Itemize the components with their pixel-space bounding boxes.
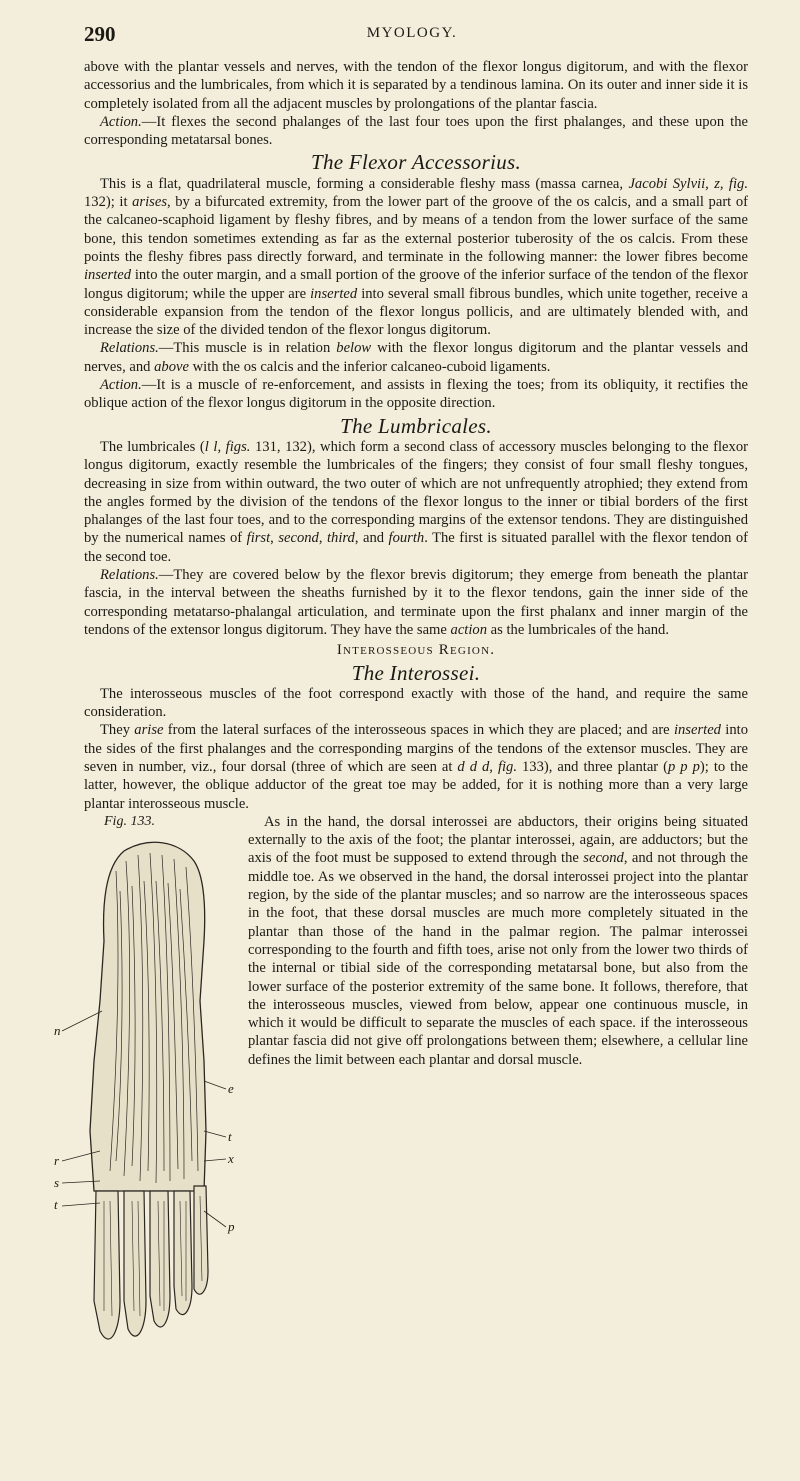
- label-r: r: [54, 1152, 60, 1168]
- paragraph-action: Action.—It is a muscle of re-enforcement, and assists in flexing the toes; from its obliquity, it rectifies the oblique action of the flexor longus digitorum in the opposite direction.: [84, 377, 748, 412]
- paragraph: As in the hand, the dorsal interossei are abductors, their origins being situated externally to the axis of the foot; the plantar interossei, again, are adductors; but the axis of the foot must be supposed to extend through the second, and not through the middle toe. As we observed in the hand, the dorsal interossei project into the plantar region, by the side of the plantar muscles; and so narrow are the interosseous spaces in the foot, that these dorsal muscles are much more completely situated in the plantar than those of the hand in the palmar region. The palmar interossei corresponding to the fourth and fifth toes, arise not only from the lower two thirds of the internal or tibial side of the corresponding metatarsal bone, but also from the lower surface of the posterior extremity of the same bone. It follows, therefore, that the interosseous muscles, viewed from below, appear one continuous muscle, in which it would be difficult to separate the muscles of each space. if the interosseous plantar fascia did not give off prolongations between them; elsewhere, a cellular line defines the limit between each plantar and dorsal muscle.: [248, 813, 748, 1068]
- paragraph: The lumbricales (l l, figs. 131, 132), which form a second class of accessory muscles belonging to the flexor longus digitorum, exactly resemble the lumbricales of the fingers; they consist of four small fleshy tongues, decreasing in size from within outward, the two outer of which are not unfrequently atrophied; they extend from the angles formed by the division of the tendons of the flexor longus to the inner or tibial borders of the first phalanges of the last four toes, and to the corresponding margins of the extensor tendons. They are distinguished by the numerical names of first, second, third, and fourth. The first is situated parallel with the flexor tendon of the second toe.: [84, 438, 749, 565]
- paragraph: This is a flat, quadrilateral muscle, forming a considerable fleshy mass (massa carnea, Jacobi Sylvii, z, fig. 132); it arises, by a bifurcated extremity, from the lower part of the groove of the os calcis, and a small part of the calcaneo-scaphoid ligament by fleshy fibres, and by means of a tendon from the lower surface of the same bone, this tendon sometimes extending as far as the external posterior tuberosity of the os calcis. From these points the fleshy fibres pass directly forward, and terminate in the following manner: the lower fibres become inserted into the outer margin, and a small portion of the groove of the inferior surface of the tendon of the flexor longus digitorum; while the upper are inserted into several small fibrous bundles, which unite together, receive a considerable expansion from the tendon of the flexor longus pollicis, and are ultimately blended with, and increase the size of the divided tendon of the flexor longus digitorum.: [84, 175, 748, 339]
- paragraph-relations: Relations.—This muscle is in relation below with the flexor longus digitorum and the plantar vessels and nerves, and above with the os calcis and the inferior calcaneo-cuboid ligaments.: [84, 340, 749, 375]
- paragraph: They arise from the lateral surfaces of the interosseous spaces in which they are placed; and are inserted into the sides of the first phalanges and the corresponding margins of the tendons of the extensor muscles. They are seven in number, viz., four dorsal (three of which are seen at d d d, fig. 133), and three plantar (p p p); to the latter, however, the oblique adductor of the great toe may be added, for it is nothing more than a very large plantar interosseous muscle.: [84, 722, 748, 812]
- label-n: n: [54, 1022, 61, 1038]
- foot-interossei-illustration: [54, 831, 240, 1431]
- figure-133: [54, 813, 240, 1481]
- label-t2: t: [54, 1196, 58, 1212]
- label-p: p: [228, 1218, 235, 1234]
- paragraph: The interosseous muscles of the foot correspond exactly with those of the hand, and require the same consideration.: [84, 685, 748, 721]
- label-x: x: [228, 1150, 234, 1166]
- heading-flexor-accessorius: The Flexor Accessorius.: [310, 150, 522, 175]
- paragraph: above with the plantar vessels and nerves, with the tendon of the flexor longus digitorum, and with the flexor accessorius and the lumbricales, from which it is separated by a tendinous lamina. On its outer and inner side it is completely isolated from all the adjacent muscles by prolongations of the plantar fascia.: [84, 59, 748, 112]
- section-title: Interosseous Region.: [336, 642, 496, 659]
- paragraph-action: Action.—It flexes the second phalanges of the last four toes upon the first phalanges, and these upon the corresponding metatarsal bones.: [84, 113, 748, 149]
- paragraph-relations: Relations.—They are covered below by the flexor brevis digitorum; they emerge from beneath the plantar fascia, in the interval between the sheaths furnished by it to the flexor tendons, gain the inner side of the corresponding metatarso-phalangal articulation, and terminate upon the first phalanx and inner margin of the tendons of the extensor longus digitorum. They have the same action as the lumbricales of the hand.: [84, 567, 748, 638]
- label-t: t: [228, 1128, 232, 1144]
- heading-lumbricales: The Lumbricales.: [340, 413, 492, 438]
- text-column: [54, 58, 749, 1481]
- running-header: [84, 22, 740, 48]
- figure-caption: Fig. 133.: [104, 813, 155, 829]
- label-e: e: [228, 1080, 234, 1096]
- heading-interossei: The Interossei.: [351, 660, 481, 685]
- label-s: s: [54, 1174, 60, 1190]
- page-number: 290: [84, 22, 116, 46]
- running-title: MYOLOGY.: [366, 25, 458, 41]
